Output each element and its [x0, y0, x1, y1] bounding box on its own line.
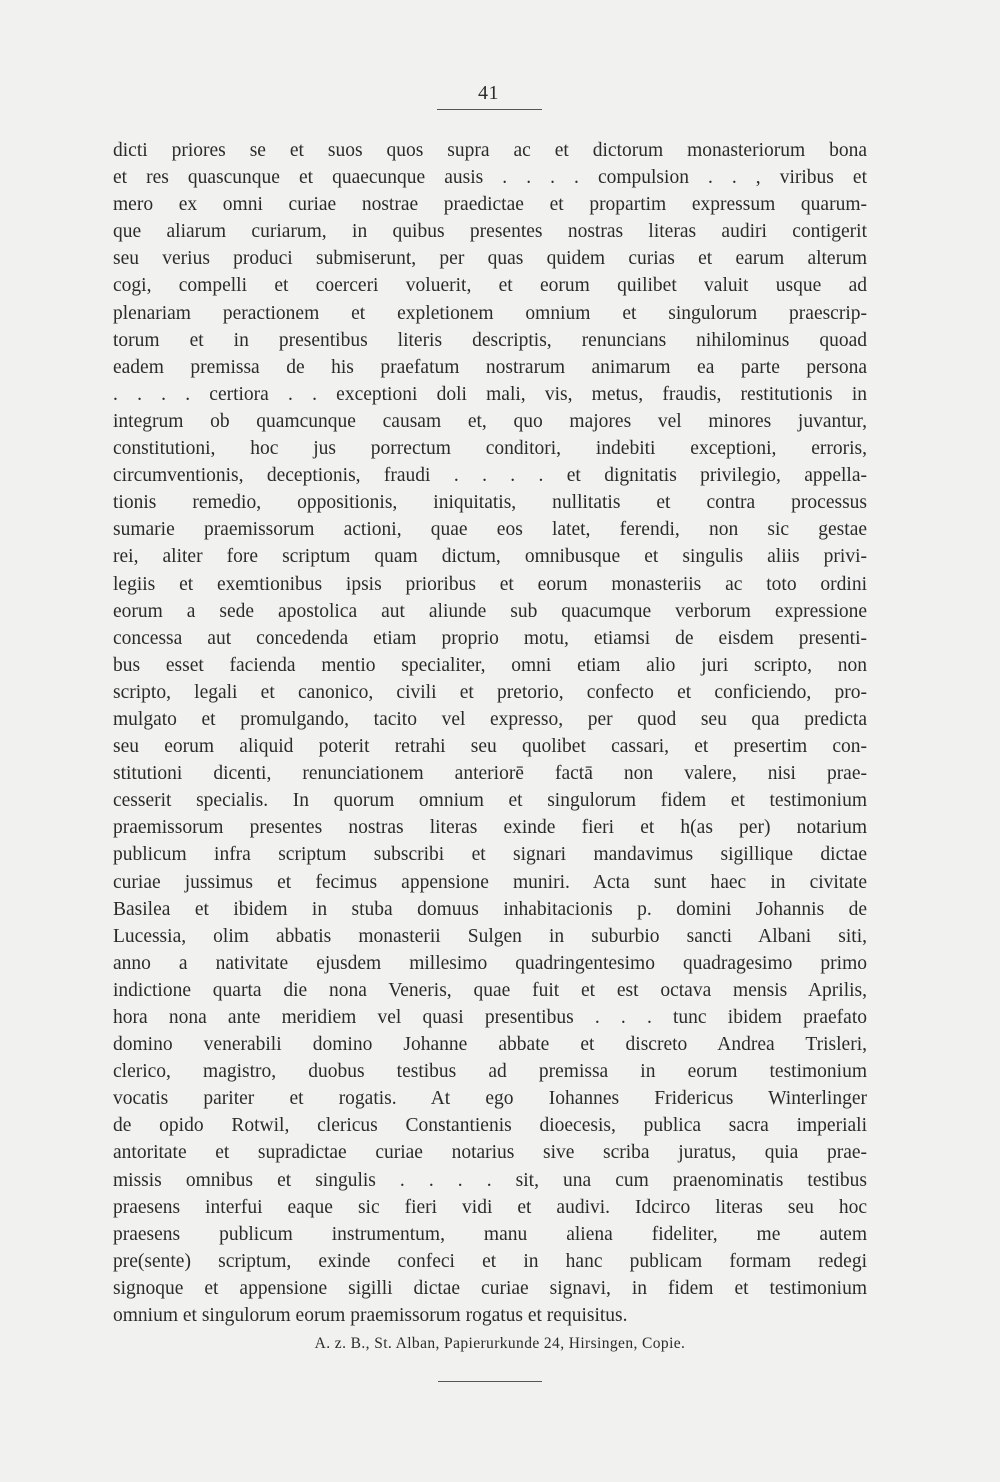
text-line: cogi, compelli et coerceri voluerit, et eorum quilibet valuit usque ad: [113, 275, 867, 297]
footer-rule: [438, 1381, 542, 1382]
text-line: Lucessia, olim abbatis monasterii Sulgen in suburbio sancti Albani siti,: [113, 925, 867, 947]
text-line: mero ex omni curiae nostrae praedictae et propartim expressum quarum-: [113, 194, 867, 216]
text-line: curiae jussimus et fecimus appensione muniri. Acta sunt haec in civitate: [113, 871, 867, 893]
text-line: rei, aliter fore scriptum quam dictum, omnibusque et singulis aliis privi-: [113, 546, 867, 568]
text-line: legiis et exemtionibus ipsis prioribus et eorum monasteriis ac toto ordini: [113, 573, 867, 595]
text-line: anno a nativitate ejusdem millesimo quadringentesimo quadragesimo primo: [113, 952, 867, 974]
text-line: scripto, legali et canonico, civili et pretorio, confecto et conficiendo, pro-: [113, 681, 867, 703]
text-line: domino venerabili domino Johanne abbate et discreto Andrea Trisleri,: [113, 1034, 867, 1056]
text-line: praemissorum presentes nostras literas exinde fieri et h(as per) notarium: [113, 817, 867, 839]
text-line: eorum a sede apostolica aut aliunde sub quacumque verborum expressione: [113, 600, 867, 622]
text-line: dicti priores se et suos quos supra ac et dictorum monasteriorum bona: [113, 140, 867, 161]
text-line: pre(sente) scriptum, exinde confeci et in hanc publicam formam redegi: [113, 1250, 867, 1272]
text-line: praesens interfui eaque sic fieri vidi et audivi. Idcirco literas seu hoc: [113, 1196, 867, 1218]
text-line: et res quascunque et quaecunque ausis . . . . compulsion . . , viribus et: [113, 167, 867, 189]
text-line: missis omnibus et singulis . . . . sit, una cum praenominatis testibus: [113, 1169, 867, 1191]
text-line: seu eorum aliquid poterit retrahi seu quolibet cassari, et presertim con-: [113, 736, 867, 758]
text-line: torum et in presentibus literis descriptis, renuncians nihilominus quoad: [113, 329, 867, 351]
text-line: cesserit specialis. In quorum omnium et singulorum fidem et testimonium: [113, 790, 867, 812]
text-line: hora nona ante meridiem vel quasi presentibus . . . tunc ibidem praefato: [113, 1007, 867, 1028]
text-line: mulgato et promulgando, tacito vel expresso, per quod seu qua predicta: [113, 708, 867, 730]
text-line: clerico, magistro, duobus testibus ad premissa in eorum testimonium: [113, 1061, 867, 1083]
text-line: plenariam peractionem et expletionem omnium et singulorum praescrip-: [113, 302, 867, 324]
text-line: . . . . certiora . . exceptioni doli mali, vis, metus, fraudis, restitutionis in: [113, 383, 867, 405]
text-line: Basilea et ibidem in stuba domuus inhabitacionis p. domini Johannis de: [113, 898, 867, 920]
text-line: vocatis pariter et rogatis. At ego Iohannes Fridericus Winterlinger: [113, 1088, 867, 1110]
text-line: antoritate et supradictae curiae notarius sive scriba juratus, quia prae-: [113, 1142, 867, 1164]
text-line: omnium et singulorum eorum praemissorum rogatus et requisitus.: [113, 1305, 628, 1327]
text-line: sumarie praemissorum actioni, quae eos latet, ferendi, non sic gestae: [113, 519, 867, 541]
text-line: que aliarum curiarum, in quibus presentes nostras literas audiri contigerit: [113, 221, 867, 243]
text-line: constitutioni, hoc jus porrectum conditori, indebiti exceptioni, erroris,: [113, 438, 867, 460]
text-line: tionis remedio, oppositionis, iniquitatis, nullitatis et contra processus: [113, 492, 867, 514]
text-line: publicum infra scriptum subscribi et signari mandavimus sigillique dictae: [113, 844, 867, 866]
header-rule: [437, 109, 542, 110]
text-line: stitutioni dicenti, renunciationem anteriorē factā non valere, nisi prae-: [113, 763, 867, 785]
text-line: bus esset facienda mentio specialiter, omni etiam alio juri scripto, non: [113, 654, 867, 676]
source-note: A. z. B., St. Alban, Papierurkunde 24, Hirsingen, Copie.: [314, 1335, 686, 1352]
text-line: praesens publicum instrumentum, manu aliena fideliter, me autem: [113, 1223, 867, 1245]
text-line: eadem premissa de his praefatum nostrarum animarum ea parte persona: [113, 356, 867, 378]
text-line: signoque et appensione sigilli dictae curiae signavi, in fidem et testimonium: [113, 1277, 867, 1299]
text-line: integrum ob quamcunque causam et, quo majores vel minores juvantur,: [113, 410, 867, 432]
text-line: de opido Rotwil, clericus Constantienis dioecesis, publica sacra imperiali: [113, 1115, 867, 1137]
text-line: circumventionis, deceptionis, fraudi . . . . et dignitatis privilegio, appella-: [113, 465, 867, 487]
text-line: indictione quarta die nona Veneris, quae fuit et est octava mensis Aprilis,: [113, 979, 867, 1001]
page-number: 41: [478, 82, 499, 104]
text-line: concessa aut concedenda etiam proprio motu, etiamsi de eisdem presenti-: [113, 627, 867, 649]
body-text: [113, 137, 867, 1329]
text-line: seu verius produci submiserunt, per quas quidem curias et earum alterum: [113, 248, 867, 270]
